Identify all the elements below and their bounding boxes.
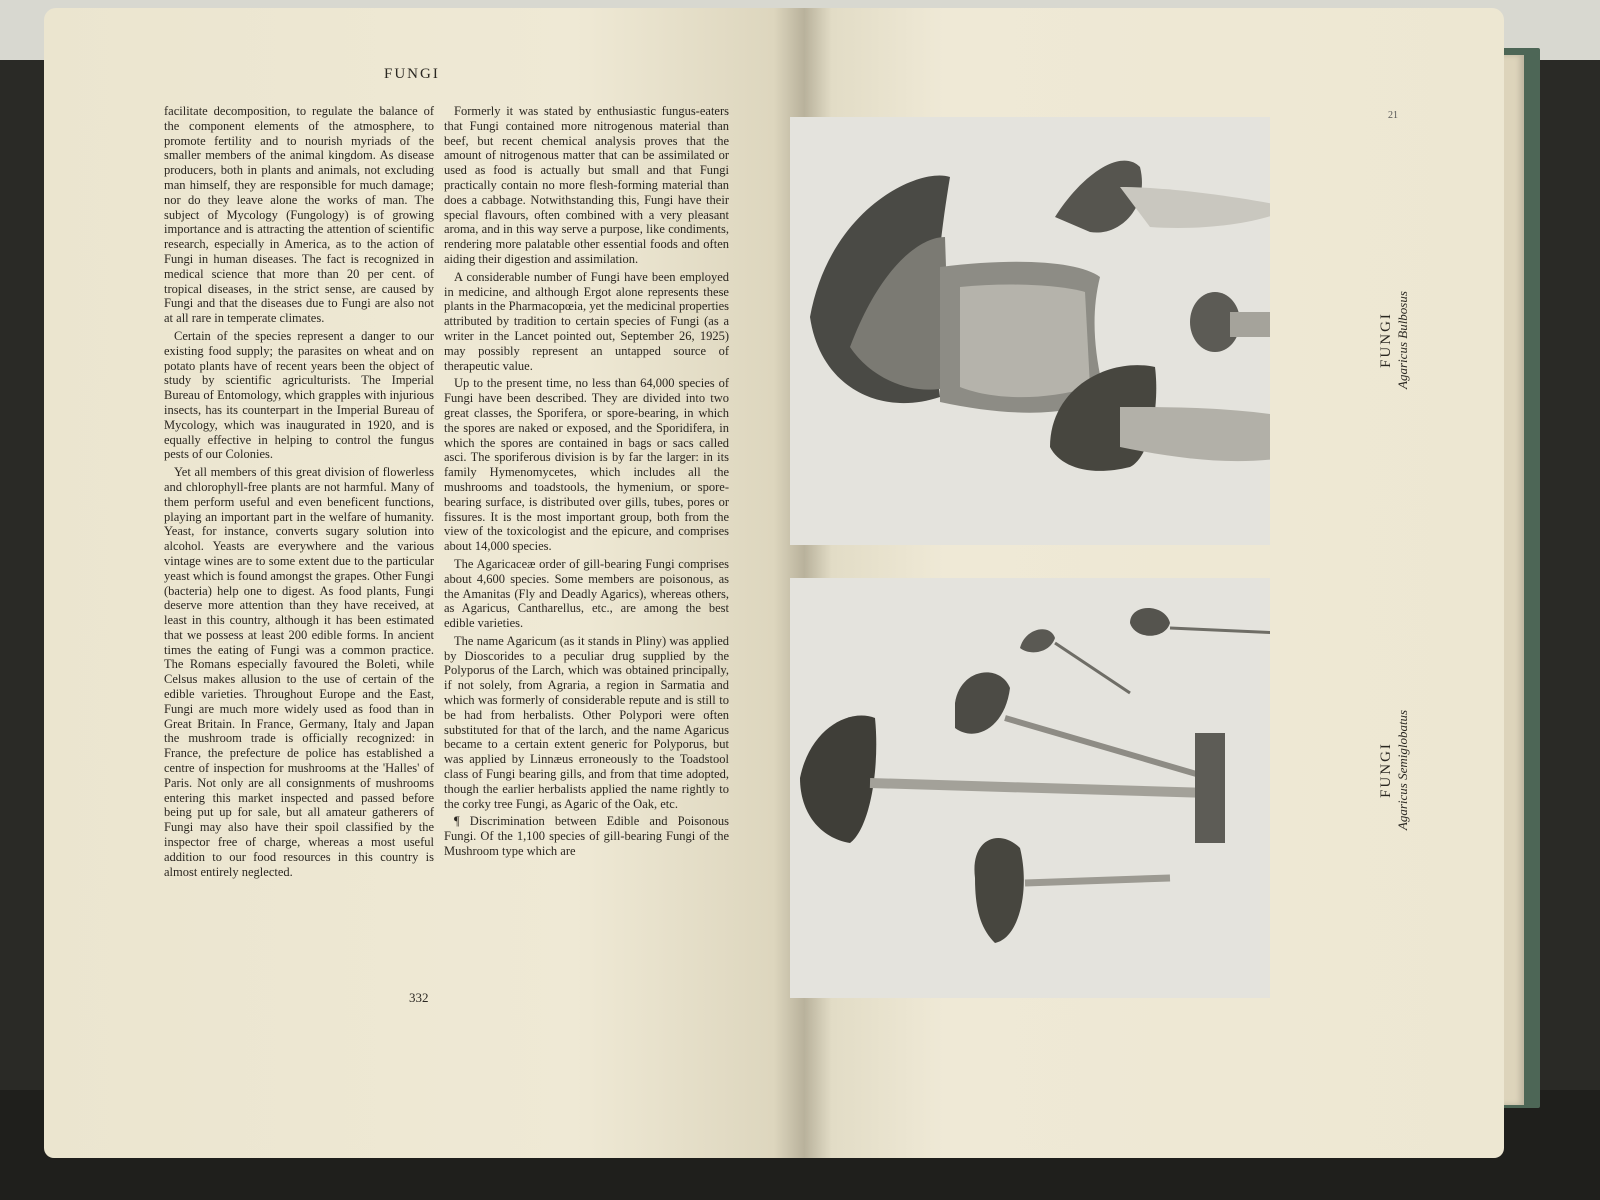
paragraph: Up to the present time, no less than 64,000 species of Fungi have been described. They are divided into two great classes, the Sporifera, or spore-bearing, in which the spores are naked or exposed, and the Sporidifera, in which the spores are contained in bags or sacs called asci. The sporiferous division is by far the larger: in its family Hymenomycetes, which includes all the mushrooms and toadstools, the hymenium, or spore-bearing surface, is distributed over gills, tubes, pores or fissures. It is the most important group, both from the view of the toxicologist and the epicure, and comprises about 14,000 species. — [444, 376, 729, 554]
paragraph: Certain of the species represent a danger to our existing food supply; the parasites on wheat and on potato plants have of recent years been the object of study by scientific agriculturists. The Imperial Bureau of Entomology, which grapples with injurious insects, has its counterpart in the Imperial Bureau of Mycology, which was inaugurated in 1920, and is equally effective in helping to control the fungus pests of our Colonies. — [164, 328, 434, 462]
caption-title: FUNGI — [1378, 312, 1394, 368]
paragraph: Formerly it was stated by enthusiastic fungus-eaters that Fungi contained more nitrogenous material than beef, but recent chemical analysis proves that the amount of nitrogenous matter that can be assimilated or used as food is actually but small and that Fungi practically contain no more flesh-forming material than does a cabbage. Notwithstanding this, Fungi have their special flavours, often combined with a very pleasant aroma, and in this way serve a purpose, like condiments, rendering more palatable other essential foods and often aiding their digestion and assimilation. — [444, 104, 729, 266]
text-column-right — [444, 104, 729, 862]
paragraph: facilitate decomposition, to regulate the balance of the component elements of the atmosphere, to promote fertility and to nourish myriads of the smaller members of the animal kingdom. As disease producers, both in plants and animals, not excluding man himself, they are responsible for much damage; nor do they leave alone the works of man. The subject of Mycology (Fungology) is of growing importance and is attracting the attention of scientific research, especially in America, as to the action of Fungi in human diseases. The fact is recognized in medical science that more than 20 per cent. of tropical diseases, in the strict sense, are caused by Fungi and that the diseases due to Fungi are also not at all rare in temperate climates. — [164, 104, 434, 326]
plate-illustration-semiglobatus — [790, 578, 1270, 998]
paragraph: ¶ Discrimination between Edible and Poisonous Fungi. Of the 1,100 species of gill-bearing Fungi of the Mushroom type which are — [444, 814, 729, 859]
paragraph: The name Agaricum (as it stands in Pliny) was applied by Dioscorides to a peculiar drug supplied by the Polyporus of the Larch, which was obtained principally, if not solely, from Agraria, a region in Sarmatia and which was formerly of considerable repute and is still to be had from herbalists. Other Polypori were often substituted for that of the larch, and the name Agaricus became to a certain extent generic for Polyporus, but was applied by Linnæus erroneously to the Toadstool class of Fungi bearing gills, and from that time adopted, though the earlier herbalists applied the name rightly to the corky tree Fungi, as Agaric of the Oak, etc. — [444, 633, 729, 811]
caption-title: FUNGI — [1378, 742, 1394, 798]
paragraph: Yet all members of this great division of flowerless and chlorophyll-free plants are not harmful. Many of them perform useful and even beneficent functions, playing an important part in the welfare of humanity. Yeast, for instance, converts sugary solution into alcohol. Yeasts are everywhere and the various vintage wines are to some extent due to the particular yeast which is found amongst the grapes. Other Fungi (bacteria) help one to digest. As food plants, Fungi deserve more attention than they have received, at least in this country, although it has been estimated that we possess at least 200 edible forms. In ancient times the eating of Fungi was a common practice. The Romans especially favoured the Boleti, while Celsus makes allusion to the use of certain of the edible varieties. Throughout Europe and the East, Fungi are much more widely used as food than in Great Britain. In France, Germany, Italy and Japan the mushroom trade is officially recognized: in France, the prefecture de police has established a centre of inspection for mushrooms at the 'Halles' of Paris. Not only are all consignments of mushrooms entering this market inspected and passed before being put up for sale, but all amateur gatherers of Fungi may also have their spoil classified by the inspector free of charge, whereas a most useful addition to our food resources in this country is almost entirely neglected. — [164, 465, 434, 879]
left-page — [44, 8, 804, 1158]
page-number: 332 — [409, 990, 429, 1005]
paragraph: The Agaricaceæ order of gill-bearing Fungi comprises about 4,600 species. Some members are poisonous, as the Amanitas (Fly and Deadly Agarics), whereas others, as Agaricus, Cantharellus, etc., are among the best edible varieties. — [444, 556, 729, 631]
plate-caption-bottom — [1378, 670, 1411, 870]
plate-illustration-bulbosus — [790, 117, 1270, 545]
caption-species: Agaricus Bulbosus — [1395, 291, 1410, 389]
plate-caption-top — [1378, 240, 1411, 440]
book-spread — [44, 8, 1514, 1158]
text-column-left — [164, 104, 434, 882]
plate-number: 21 — [1388, 110, 1398, 121]
paragraph: A considerable number of Fungi have been employed in medicine, and although Ergot alone represents these plants in the Pharmacopœia, yet the medicinal properties attributed by tradition to certain species of Fungi (as a writer in the Lancet pointed out, September 26, 1925) may possibly represent an untapped source of therapeutic value. — [444, 269, 729, 373]
caption-species: Agaricus Semiglobatus — [1395, 709, 1410, 831]
running-head: FUNGI — [384, 66, 440, 82]
